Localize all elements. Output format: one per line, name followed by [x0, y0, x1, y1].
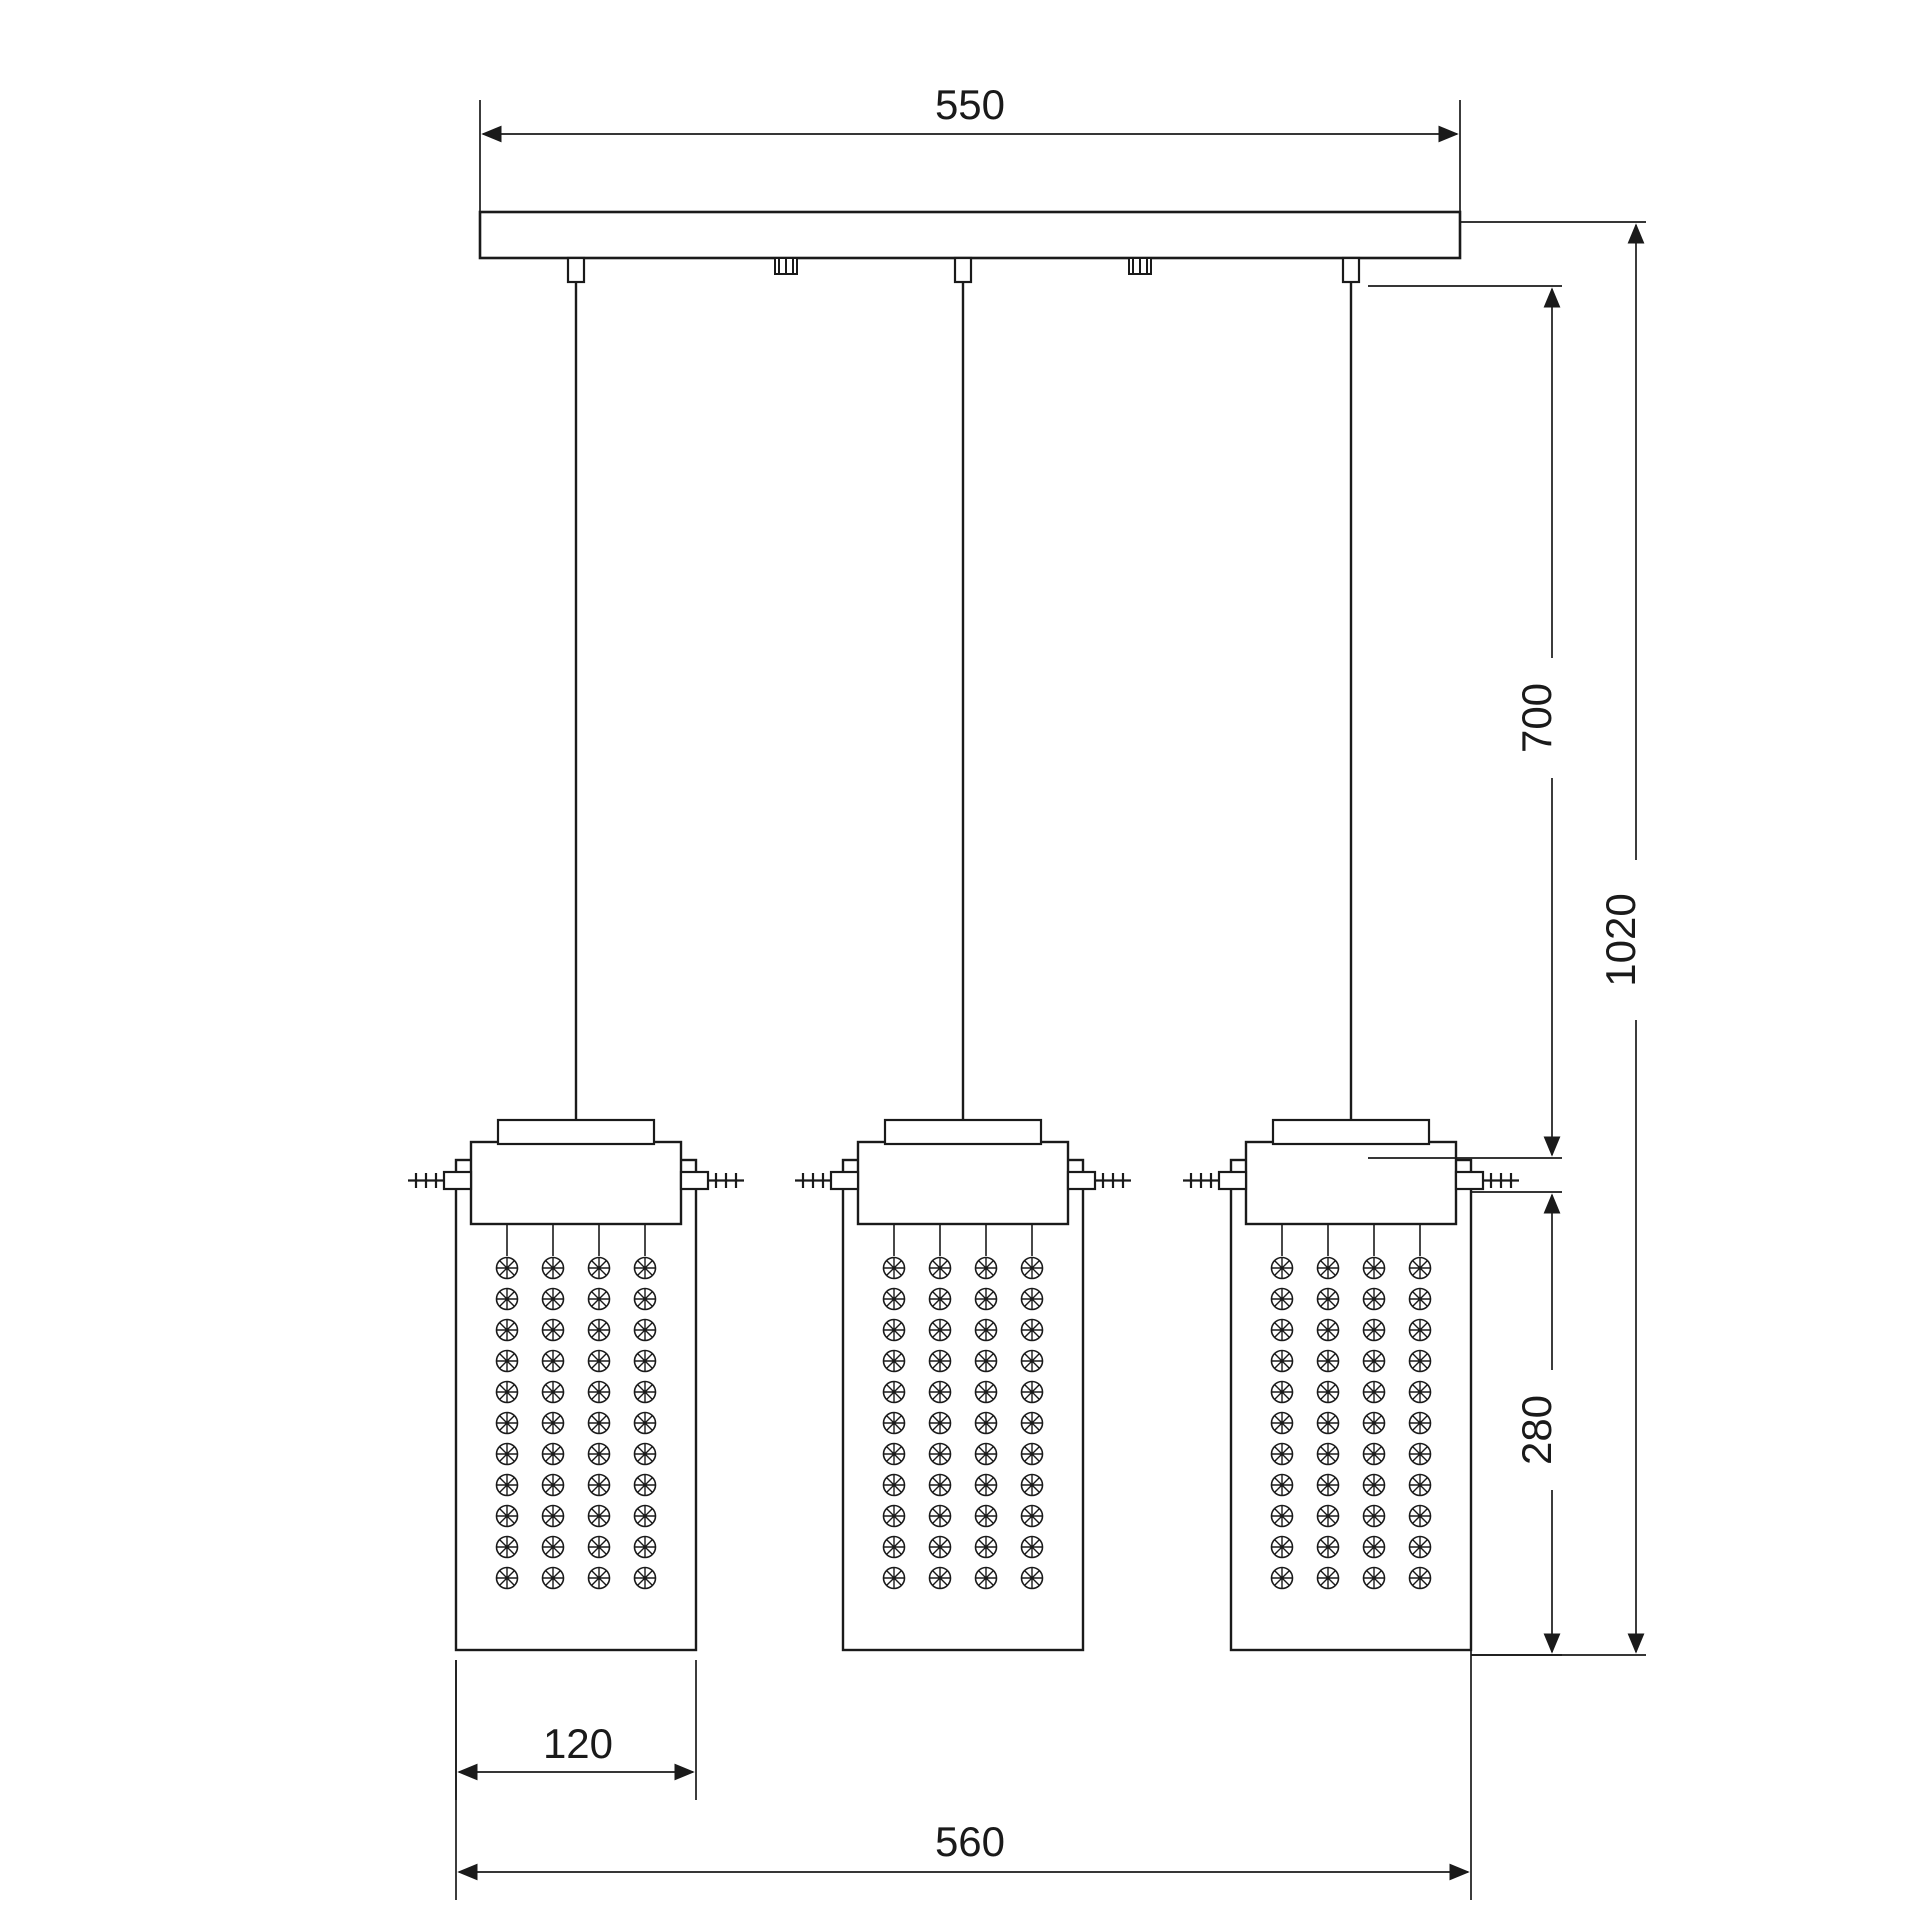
pendant-left	[408, 1120, 744, 1650]
dim-120	[518, 1720, 638, 1768]
dim-280-text: 280	[1513, 1394, 1561, 1466]
suspension-rods	[568, 258, 1359, 1155]
dim-700-text: 700	[1513, 682, 1561, 754]
pendant-right	[1183, 1120, 1519, 1650]
dim-550	[910, 81, 1030, 128]
dim-1020-text: 1020	[1597, 893, 1645, 987]
dim-550-text: 550	[934, 81, 1006, 129]
dim-120-text: 120	[542, 1720, 614, 1768]
fixture-drawing	[408, 212, 1519, 1650]
dim-280	[1513, 1370, 1566, 1490]
dim-1020	[1597, 860, 1650, 1020]
dim-560	[905, 1818, 1035, 1866]
dim-560-text: 560	[934, 1818, 1006, 1866]
pendant-center	[795, 1120, 1131, 1650]
dim-700	[1513, 658, 1566, 778]
